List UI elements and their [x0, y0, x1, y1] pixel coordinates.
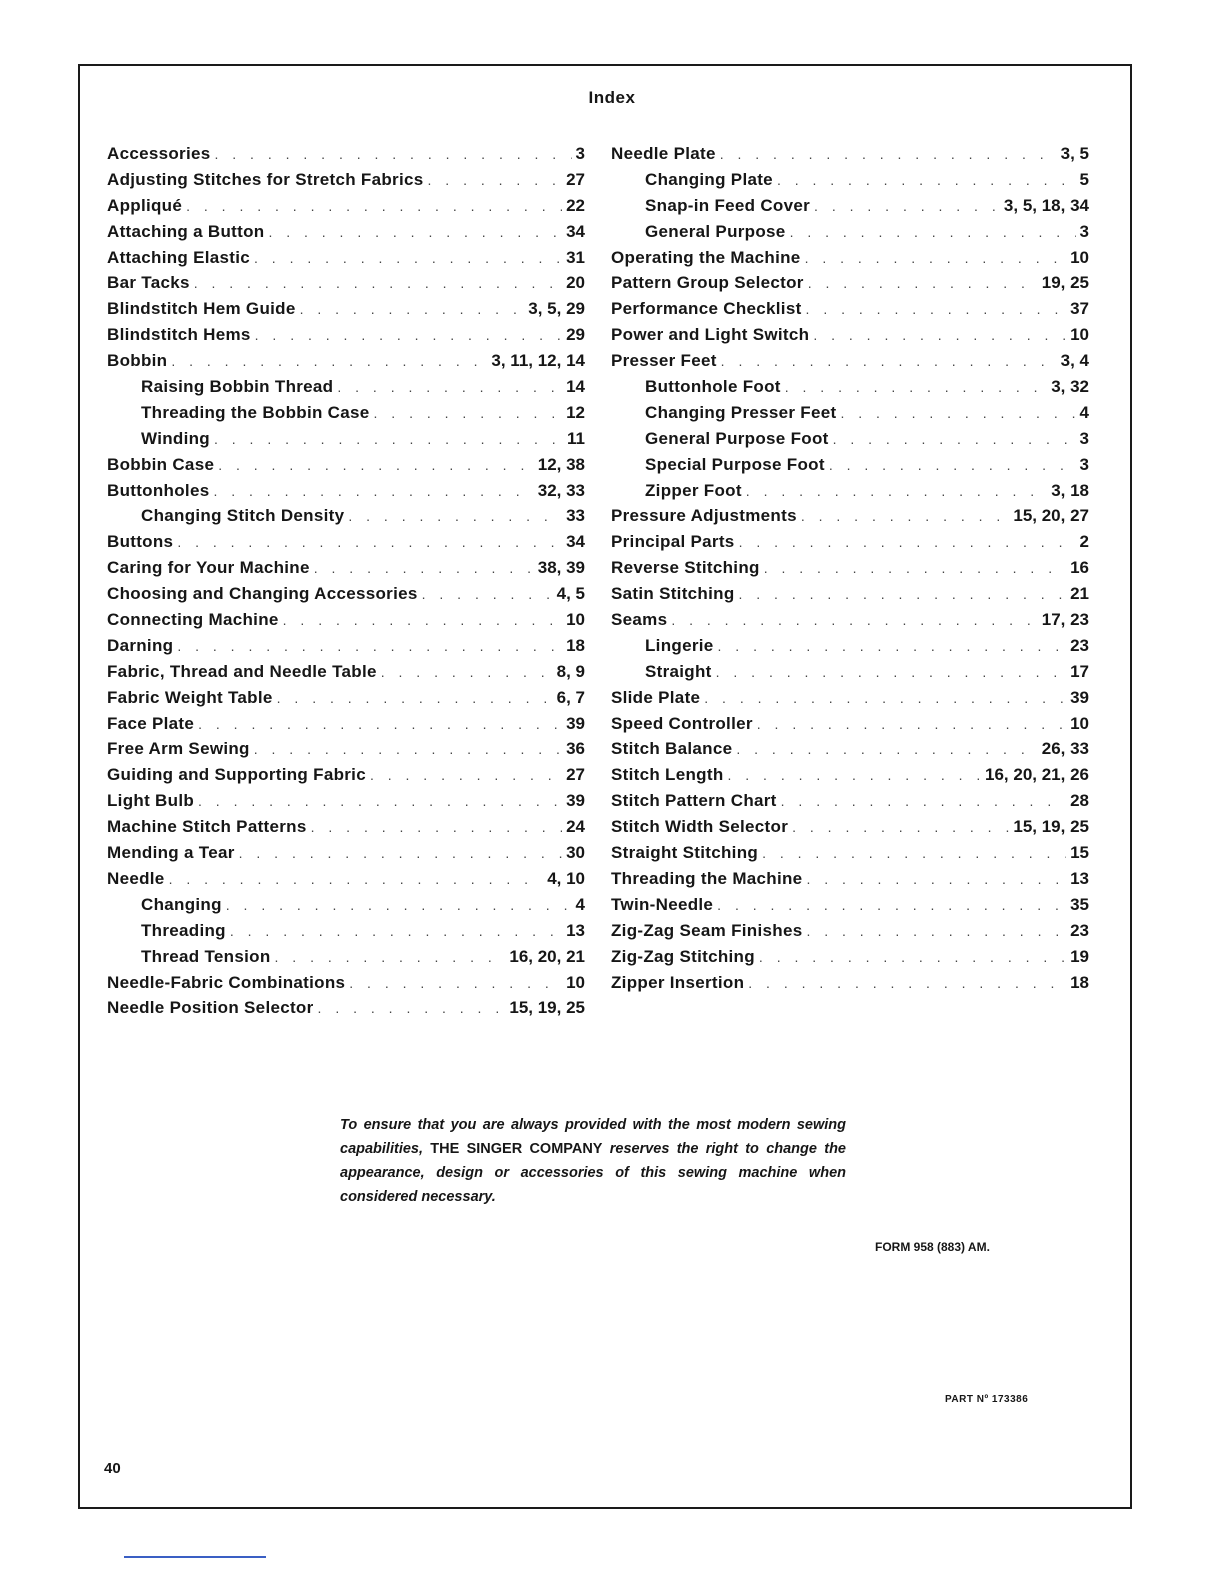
- index-entry: [611, 736, 1089, 762]
- index-term: Bobbin: [107, 351, 168, 371]
- part-number: PART Nº 173386: [945, 1394, 1029, 1405]
- index-pages: 10: [1070, 713, 1089, 733]
- index-pages: 13: [566, 920, 585, 940]
- index-term: Threading the Bobbin Case: [141, 402, 370, 422]
- index-subentry: [107, 400, 585, 426]
- index-term: Free Arm Sewing: [107, 739, 250, 759]
- index-term: Changing Stitch Density: [141, 506, 345, 526]
- index-entry: [107, 348, 585, 374]
- index-entry: [107, 736, 585, 762]
- index-term: Zipper Insertion: [611, 972, 745, 992]
- index-term: Blindstitch Hem Guide: [107, 299, 296, 319]
- index-term: Needle: [107, 868, 165, 888]
- index-entry: [611, 944, 1089, 970]
- index-subentry: [611, 633, 1089, 659]
- dot-leader: [704, 686, 1066, 712]
- index-term: Choosing and Changing Accessories: [107, 584, 418, 604]
- index-pages: 3, 5, 29: [528, 299, 585, 319]
- index-pages: 24: [566, 817, 585, 837]
- dot-leader: [337, 375, 562, 401]
- dot-leader: [762, 841, 1066, 867]
- index-term: Principal Parts: [611, 532, 735, 552]
- index-entry: [107, 840, 585, 866]
- index-entry: [107, 322, 585, 348]
- index-entry: [611, 245, 1089, 271]
- index-pages: 15, 19, 25: [509, 998, 585, 1018]
- dot-leader: [198, 789, 562, 815]
- index-pages: 12, 38: [537, 454, 585, 474]
- index-term: Buttonholes: [107, 480, 210, 500]
- dot-leader: [813, 323, 1066, 349]
- index-pages: 2: [1079, 532, 1089, 552]
- index-term: Reverse Stitching: [611, 558, 760, 578]
- index-term: Bar Tacks: [107, 273, 190, 293]
- index-entry: [611, 141, 1089, 167]
- index-pages: 29: [566, 325, 585, 345]
- index-pages: 3, 4: [1060, 351, 1089, 371]
- index-entry: [107, 866, 585, 892]
- index-term: Stitch Length: [611, 765, 724, 785]
- index-term: Raising Bobbin Thread: [141, 377, 334, 397]
- index-entry: [107, 762, 585, 788]
- dot-leader: [792, 815, 1009, 841]
- dot-leader: [806, 867, 1066, 893]
- index-entry: [611, 892, 1089, 918]
- index-entry: [107, 478, 585, 504]
- page-number: 40: [104, 1460, 121, 1477]
- index-term: Mending a Tear: [107, 843, 235, 863]
- index-column-right: [611, 141, 1089, 995]
- index-entry: [107, 296, 585, 322]
- dot-leader: [348, 504, 562, 530]
- index-subentry: [107, 892, 585, 918]
- index-entry: [107, 659, 585, 685]
- index-pages: 4: [575, 894, 585, 914]
- index-pages: 21: [1070, 584, 1089, 604]
- dot-leader: [422, 582, 553, 608]
- index-pages: 34: [566, 532, 585, 552]
- dot-leader: [716, 660, 1066, 686]
- dot-leader: [198, 712, 562, 738]
- index-pages: 15, 20, 27: [1013, 506, 1089, 526]
- index-pages: 14: [566, 377, 585, 397]
- index-pages: 36: [566, 739, 585, 759]
- index-pages: 4, 5: [556, 584, 585, 604]
- form-code: FORM 958 (883) AM.: [875, 1240, 990, 1254]
- index-entry: [107, 607, 585, 633]
- dot-leader: [268, 220, 562, 246]
- dot-leader: [254, 246, 562, 272]
- index-pages: 3, 32: [1051, 377, 1089, 397]
- index-term: Darning: [107, 635, 174, 655]
- index-pages: 4, 10: [547, 868, 585, 888]
- index-entry: [107, 581, 585, 607]
- dot-leader: [814, 194, 1000, 220]
- index-term: Threading: [141, 920, 226, 940]
- dot-leader: [381, 660, 553, 686]
- index-term: Attaching Elastic: [107, 247, 251, 267]
- dot-leader: [214, 142, 571, 168]
- index-entry: [107, 193, 585, 219]
- index-entry: [107, 633, 585, 659]
- index-term: Buttons: [107, 532, 174, 552]
- index-pages: 3, 5: [1060, 144, 1089, 163]
- dot-leader: [300, 297, 525, 323]
- page-title: Index: [588, 88, 636, 107]
- index-entry: [107, 685, 585, 711]
- index-pages: 10: [1070, 247, 1089, 267]
- index-pages: 16, 20, 21: [509, 946, 585, 966]
- dot-leader: [277, 686, 553, 712]
- index-pages: 4: [1079, 402, 1089, 422]
- dot-leader: [748, 971, 1066, 997]
- index-term: Lingerie: [645, 635, 714, 655]
- dot-leader: [746, 479, 1047, 505]
- index-subentry: [611, 478, 1089, 504]
- dot-leader: [311, 815, 562, 841]
- dot-leader: [808, 271, 1038, 297]
- dot-leader: [255, 323, 562, 349]
- dot-leader: [806, 297, 1067, 323]
- dot-leader: [186, 194, 562, 220]
- index-subentry: [107, 503, 585, 529]
- index-pages: 32, 33: [537, 480, 585, 500]
- index-subentry: [611, 193, 1089, 219]
- index-entry: [611, 970, 1089, 996]
- index-pages: 3: [1079, 428, 1089, 448]
- dot-leader: [171, 349, 487, 375]
- dot-leader: [785, 375, 1047, 401]
- index-subentry: [611, 167, 1089, 193]
- dot-leader: [314, 556, 534, 582]
- dot-leader: [194, 271, 562, 297]
- dot-leader: [721, 349, 1057, 375]
- dot-leader: [428, 168, 563, 194]
- index-term: Stitch Width Selector: [611, 817, 789, 837]
- index-subentry: [611, 374, 1089, 400]
- dot-leader: [214, 427, 563, 453]
- dot-leader: [374, 401, 563, 427]
- dot-leader: [717, 893, 1066, 919]
- index-term: General Purpose: [645, 221, 786, 241]
- index-term: Threading the Machine: [611, 868, 803, 888]
- index-term: Speed Controller: [611, 713, 753, 733]
- index-entry: [611, 762, 1089, 788]
- index-subentry: [611, 400, 1089, 426]
- dot-leader: [283, 608, 562, 634]
- index-pages: 10: [1070, 325, 1089, 345]
- dot-leader: [728, 763, 982, 789]
- dot-leader: [169, 867, 544, 893]
- index-pages: 3, 18: [1051, 480, 1089, 500]
- index-pages: 15, 19, 25: [1013, 817, 1089, 837]
- dot-leader: [349, 971, 562, 997]
- index-subentry: [107, 918, 585, 944]
- index-term: Slide Plate: [611, 687, 701, 707]
- index-entry: [107, 245, 585, 271]
- index-pages: 39: [1070, 687, 1089, 707]
- index-entry: [611, 555, 1089, 581]
- index-column-left: [107, 141, 585, 1021]
- dot-leader: [177, 634, 562, 660]
- index-entry: [107, 970, 585, 996]
- index-pages: 26, 33: [1041, 739, 1089, 759]
- index-term: Stitch Balance: [611, 739, 733, 759]
- index-term: Buttonhole Foot: [645, 377, 781, 397]
- index-term: Changing: [141, 894, 222, 914]
- index-subentry: [611, 659, 1089, 685]
- dot-leader: [370, 763, 562, 789]
- dot-leader: [801, 504, 1010, 530]
- index-pages: 10: [566, 972, 585, 992]
- index-pages: 16, 20, 21, 26: [985, 765, 1089, 785]
- index-subentry: [611, 219, 1089, 245]
- index-entry: [107, 788, 585, 814]
- index-term: Straight: [645, 661, 712, 681]
- dot-leader: [829, 453, 1076, 479]
- index-entry: [107, 167, 585, 193]
- dot-leader: [764, 556, 1066, 582]
- notice-brand: THE SINGER COMPANY: [430, 1141, 603, 1157]
- index-term: Stitch Pattern Chart: [611, 791, 777, 811]
- index-term: Thread Tension: [141, 946, 271, 966]
- index-entry: [611, 529, 1089, 555]
- index-term: Satin Stitching: [611, 584, 735, 604]
- index-entry: [107, 814, 585, 840]
- index-term: Appliqué: [107, 195, 183, 215]
- index-term: Presser Feet: [611, 351, 717, 371]
- index-entry: [611, 711, 1089, 737]
- index-pages: 11: [567, 428, 585, 448]
- dot-leader: [213, 479, 533, 505]
- index-pages: 17, 23: [1041, 610, 1089, 630]
- dot-leader: [757, 712, 1066, 738]
- index-pages: 27: [566, 765, 585, 785]
- dot-leader: [805, 246, 1067, 272]
- index-pages: 10: [566, 610, 585, 630]
- index-term: Power and Light Switch: [611, 325, 810, 345]
- notice-text-after: reserves the right to change the appearance, design or accessories of this sewing machine when considered necessary.: [340, 1141, 846, 1205]
- index-pages: 12: [566, 402, 585, 422]
- index-term: Seams: [611, 610, 668, 630]
- index-term: Operating the Machine: [611, 247, 801, 267]
- dot-leader: [736, 737, 1037, 763]
- index-subentry: [107, 426, 585, 452]
- index-term: Attaching a Button: [107, 221, 265, 241]
- index-term: Blindstitch Hems: [107, 325, 251, 345]
- index-pages: 8, 9: [556, 661, 585, 681]
- index-pages: 37: [1070, 299, 1089, 319]
- index-pages: 16: [1070, 558, 1089, 578]
- dot-leader: [781, 789, 1066, 815]
- index-subentry: [107, 944, 585, 970]
- index-term: Accessories: [107, 144, 211, 163]
- dot-leader: [759, 945, 1066, 971]
- index-term: Twin-Needle: [611, 894, 714, 914]
- index-term: Zig-Zag Seam Finishes: [611, 920, 803, 940]
- index-entry: [107, 555, 585, 581]
- dot-leader: [254, 737, 562, 763]
- index-term: Special Purpose Foot: [645, 454, 825, 474]
- index-pages: 22: [566, 195, 585, 215]
- index-pages: 6, 7: [556, 687, 585, 707]
- dot-leader: [718, 634, 1067, 660]
- index-entry: [611, 348, 1089, 374]
- index-entry: [611, 814, 1089, 840]
- index-term: Snap-in Feed Cover: [645, 195, 811, 215]
- dot-leader: [790, 220, 1076, 246]
- index-term: Fabric Weight Table: [107, 687, 273, 707]
- dot-leader: [833, 427, 1076, 453]
- dot-leader: [318, 996, 506, 1022]
- index-entry: [107, 270, 585, 296]
- index-pages: 19: [1070, 946, 1089, 966]
- index-term: Zig-Zag Stitching: [611, 946, 755, 966]
- index-term: Pressure Adjustments: [611, 506, 797, 526]
- index-entry: [611, 607, 1089, 633]
- index-term: Light Bulb: [107, 791, 195, 811]
- index-entry: [611, 788, 1089, 814]
- index-pages: 5: [1079, 169, 1089, 189]
- index-pages: 30: [566, 843, 585, 863]
- index-entry: [107, 219, 585, 245]
- dot-leader: [777, 168, 1076, 194]
- index-entry: [611, 685, 1089, 711]
- singer-notice: [340, 1113, 846, 1209]
- index-pages: 19, 25: [1041, 273, 1089, 293]
- index-entry: [107, 711, 585, 737]
- index-pages: 33: [566, 506, 585, 526]
- index-term: General Purpose Foot: [645, 428, 829, 448]
- index-subentry: [107, 374, 585, 400]
- index-pages: 39: [566, 791, 585, 811]
- index-entry: [611, 840, 1089, 866]
- index-pages: 38, 39: [537, 558, 585, 578]
- index-pages: 28: [1070, 791, 1089, 811]
- index-pages: 3, 5, 18, 34: [1003, 195, 1089, 215]
- index-term: Machine Stitch Patterns: [107, 817, 307, 837]
- index-term: Adjusting Stitches for Stretch Fabrics: [107, 169, 424, 189]
- index-entry: [611, 581, 1089, 607]
- index-entry: [611, 866, 1089, 892]
- index-term: Fabric, Thread and Needle Table: [107, 661, 377, 681]
- index-pages: 17: [1070, 661, 1089, 681]
- index-term: Needle Plate: [611, 144, 716, 163]
- index-term: Bobbin Case: [107, 454, 215, 474]
- index-entry: [107, 141, 585, 167]
- index-pages: 18: [1070, 972, 1089, 992]
- index-term: Face Plate: [107, 713, 195, 733]
- index-entry: [611, 322, 1089, 348]
- index-entry: [611, 270, 1089, 296]
- dot-leader: [275, 945, 506, 971]
- index-term: Zipper Foot: [645, 480, 742, 500]
- index-term: Winding: [141, 428, 210, 448]
- index-pages: 13: [1070, 868, 1089, 888]
- index-pages: 23: [1070, 635, 1089, 655]
- index-term: Performance Checklist: [611, 299, 802, 319]
- index-pages: 20: [566, 273, 585, 293]
- index-entry: [611, 918, 1089, 944]
- index-pages: 34: [566, 221, 585, 241]
- index-term: Caring for Your Machine: [107, 558, 310, 578]
- index-term: Pattern Group Selector: [611, 273, 804, 293]
- index-pages: 3: [1079, 454, 1089, 474]
- dot-leader: [230, 919, 562, 945]
- dot-leader: [720, 142, 1057, 168]
- index-entry: [611, 296, 1089, 322]
- dot-leader: [226, 893, 572, 919]
- index-pages: 31: [566, 247, 585, 267]
- index-term: Needle-Fabric Combinations: [107, 972, 346, 992]
- index-entry: [107, 529, 585, 555]
- bottom-rule: [124, 1556, 266, 1558]
- dot-leader: [806, 919, 1066, 945]
- dot-leader: [739, 530, 1076, 556]
- index-entry: [107, 452, 585, 478]
- index-term: Guiding and Supporting Fabric: [107, 765, 366, 785]
- index-pages: 3, 11, 12, 14: [491, 351, 585, 371]
- index-subentry: [611, 452, 1089, 478]
- index-term: Changing Plate: [645, 169, 773, 189]
- index-subentry: [611, 426, 1089, 452]
- index-term: Connecting Machine: [107, 610, 279, 630]
- index-pages: 27: [566, 169, 585, 189]
- notice-text-before: To ensure that you are always provided with the most modern sewing capabilities,: [340, 1117, 846, 1157]
- index-pages: 23: [1070, 920, 1089, 940]
- dot-leader: [177, 530, 562, 556]
- dot-leader: [218, 453, 534, 479]
- dot-leader: [739, 582, 1067, 608]
- index-pages: 15: [1070, 843, 1089, 863]
- index-term: Needle Position Selector: [107, 998, 314, 1018]
- index-term: Straight Stitching: [611, 843, 759, 863]
- index-entry: [611, 503, 1089, 529]
- index-term: Changing Presser Feet: [645, 402, 837, 422]
- index-entry: [107, 995, 585, 1021]
- index-pages: 3: [1079, 221, 1089, 241]
- dot-leader: [840, 401, 1075, 427]
- index-pages: 39: [566, 713, 585, 733]
- index-pages: 18: [566, 635, 585, 655]
- dot-leader: [671, 608, 1037, 634]
- dot-leader: [239, 841, 562, 867]
- index-pages: 3: [575, 144, 585, 163]
- index-pages: 35: [1070, 894, 1089, 914]
